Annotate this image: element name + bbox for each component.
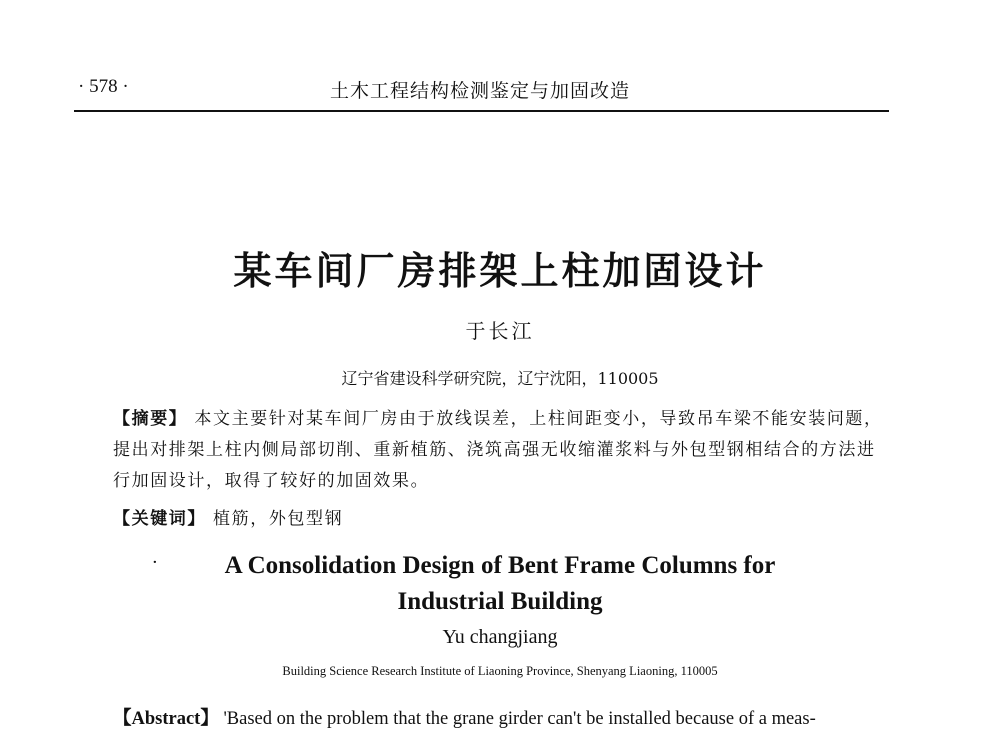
english-title-line2: Industrial Building [397,588,603,615]
english-author: Yu changjiang [442,626,558,648]
chinese-abstract [113,404,893,497]
english-abstract-text: 'Based on the problem that the grane girder can't be installed because of a meas- [223,709,816,729]
english-abstract-label: 【Abstract】 [113,709,219,729]
chinese-title: 某车间厂房排架上柱加固设计 [233,248,767,293]
english-title [0,548,1000,620]
stray-bullet: · [152,552,158,573]
chinese-author: 于长江 [465,319,535,343]
english-abstract [113,704,893,730]
chinese-abstract-text: 本文主要针对某车间厂房由于放线误差，上柱间距变小，导致吊车梁不能安装问题，提出对排架上柱内侧局部切削、重新植筋、浇筑高强无收缩灌浆料与外包型钢相结合的方法进行加固设计，取得了较好的加固效果。 [113,409,883,491]
english-affiliation: Building Science Research Institute of Liaoning Province, Shenyang Liaoning, 110005 [282,664,718,678]
chinese-keywords-text: 植筋，外包型钢 [213,509,344,529]
page-number: · 578 · [78,76,129,97]
header-rule [74,110,889,112]
chinese-affiliation: 辽宁省建设科学研究院，辽宁沈阳，110005 [341,369,659,388]
english-title-line1: A Consolidation Design of Bent Frame Columns for [224,552,776,579]
chinese-keywords-label: 【关键词】 [113,509,206,529]
chinese-abstract-label: 【摘要】 [113,409,188,429]
chinese-keywords [113,504,343,529]
running-header-title: 土木工程结构检测鉴定与加固改造 [330,80,631,102]
